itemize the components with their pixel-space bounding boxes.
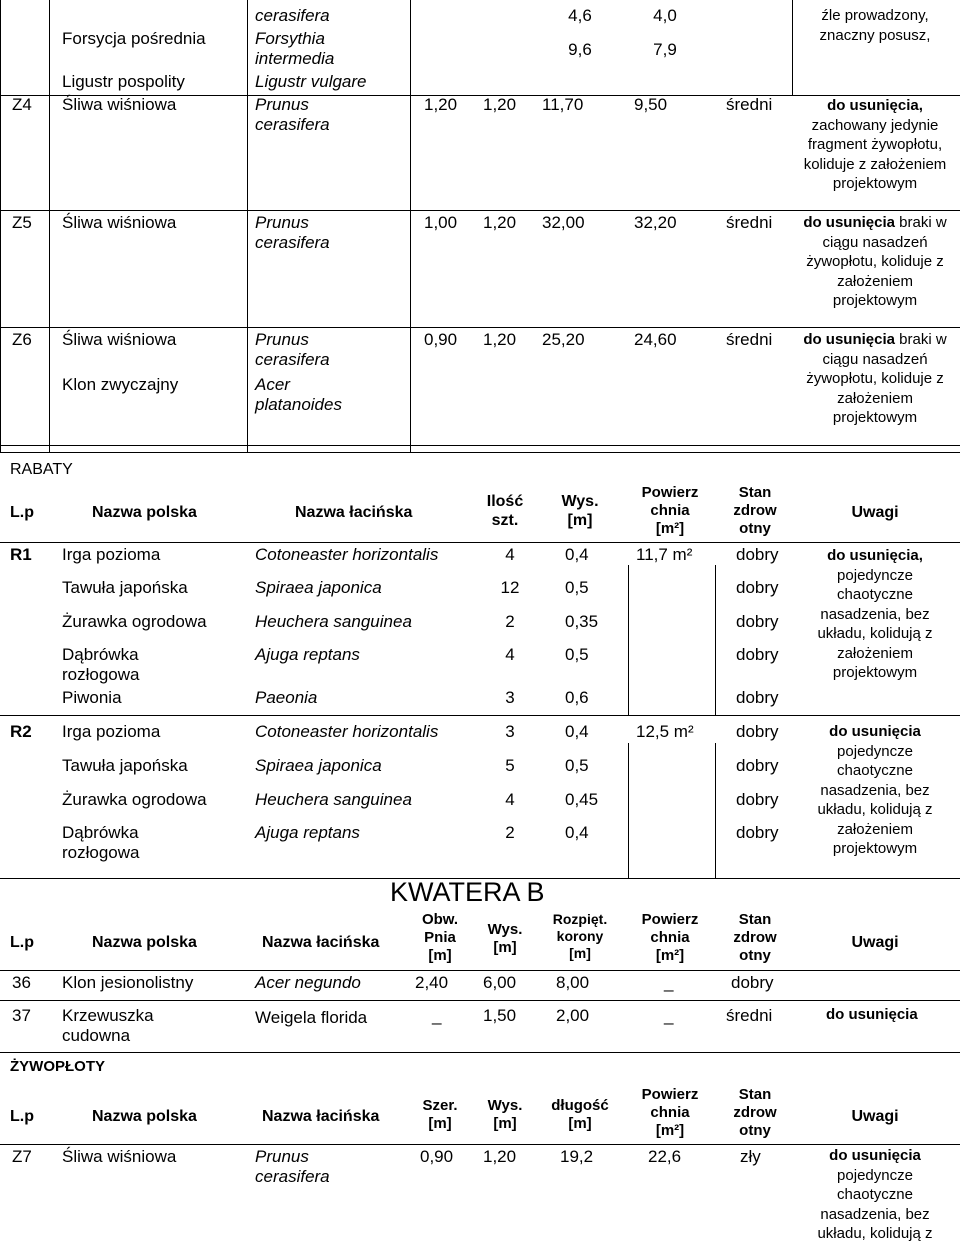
section-title: KWATERA B — [390, 877, 545, 907]
height: 0,4 — [565, 545, 589, 564]
row-id: Z5 — [12, 213, 32, 232]
section-title: RABATY — [10, 461, 73, 478]
area: 12,5 m² — [636, 722, 694, 741]
note-cell: do usunięcia braki w ciągu nasadzeń żywopłotu, koliduje z założeniem projektowym — [803, 331, 947, 426]
height: 0,45 — [565, 790, 599, 809]
table-border — [715, 743, 716, 878]
header-quantity: Ilość szt. — [486, 493, 524, 530]
row-id: 36 — [12, 973, 31, 992]
header-crown-spread: Rozpięt. korony [m] — [552, 911, 608, 961]
state-value: dobry — [736, 645, 779, 664]
quantity: 5 — [505, 756, 515, 775]
polish-name: Śliwa wiśniowa — [62, 95, 177, 114]
table-border — [49, 0, 50, 452]
polish-name: Forsycja pośrednia — [62, 29, 206, 48]
height: 0,4 — [565, 722, 589, 741]
table-border — [0, 327, 960, 328]
latin-name: Prunus cerasifera — [255, 213, 330, 253]
table-border — [247, 0, 248, 452]
latin-name: Prunus cerasifera — [255, 1147, 330, 1187]
state-value: dobry — [736, 545, 779, 564]
cell-value: 1,20 — [483, 213, 517, 232]
table-border — [0, 1052, 960, 1053]
state-value: średni — [726, 330, 773, 349]
latin-name: Heuchera sanguinea — [255, 612, 412, 631]
length: 19,2 — [560, 1147, 594, 1166]
cell-value: 9,50 — [634, 95, 668, 114]
state-value: dobry — [736, 756, 779, 775]
header-area: Powierz chnia [m²] — [641, 911, 699, 964]
cell-value: 32,20 — [634, 213, 677, 232]
state-value: dobry — [736, 790, 779, 809]
cell-value: 1,20 — [483, 95, 517, 114]
state-value: dobry — [736, 722, 779, 741]
height: 0,6 — [565, 688, 589, 707]
table-border — [792, 0, 793, 95]
polish-name: Klon jesionolistny — [62, 973, 194, 992]
header-height: Wys. [m] — [487, 921, 523, 956]
height: 0,4 — [565, 823, 589, 842]
latin-name: Forsythia intermedia — [255, 29, 335, 69]
note-cell: do usunięcia pojedyncze chaotyczne nasadzenia, bez układu, kolidują z — [817, 1147, 933, 1242]
polish-name: Irga pozioma — [62, 545, 161, 564]
polish-name: Tawuła japońska — [62, 578, 188, 597]
state-value: średni — [726, 1006, 773, 1025]
latin-name: Paeonia — [255, 688, 318, 707]
header-latin-name: Nazwa łacińska — [295, 504, 413, 521]
polish-name: Krzewuszka cudowna — [62, 1006, 154, 1046]
latin-name: Ajuga reptans — [255, 645, 360, 664]
polish-name: Żurawka ogrodowa — [62, 612, 207, 631]
latin-name: Ligustr vulgare — [255, 72, 367, 91]
note-cell: do usunięcia braki w ciągu nasadzeń żywopłotu, koliduje z założeniem projektowym — [803, 214, 947, 309]
row-id: Z4 — [12, 95, 32, 114]
cell-value: 32,00 — [542, 213, 585, 232]
cell-value: 24,60 — [634, 330, 677, 349]
latin-name: Ajuga reptans — [255, 823, 360, 842]
header-height: Wys. [m] — [487, 1097, 523, 1132]
row-id: R1 — [10, 545, 32, 564]
trunk-circumference: 2,40 — [415, 973, 449, 992]
section-title: ŻYWOPŁOTY — [10, 1058, 105, 1075]
table-border — [0, 452, 960, 453]
cell-value: 9,6 — [568, 40, 592, 59]
cell-value: 0,90 — [424, 330, 458, 349]
table-border — [0, 0, 1, 452]
polish-name: Klon zwyczajny — [62, 375, 179, 394]
cell-value: 11,70 — [542, 95, 584, 114]
cell-value: 7,9 — [653, 40, 677, 59]
header-lp: L.p — [10, 1108, 34, 1125]
table-border — [410, 0, 411, 452]
latin-name: Prunus cerasifera — [255, 330, 330, 370]
header-notes: Uwagi — [851, 504, 899, 521]
header-latin-name: Nazwa łacińska — [262, 934, 380, 951]
height: 0,35 — [565, 612, 599, 631]
header-lp: L.p — [10, 504, 34, 521]
polish-name: Śliwa wiśniowa — [62, 213, 177, 232]
table-border — [0, 1144, 960, 1145]
header-lp: L.p — [10, 934, 34, 951]
table-border — [715, 565, 716, 715]
polish-name: Irga pozioma — [62, 722, 161, 741]
latin-name: Acer negundo — [255, 973, 361, 992]
table-border — [0, 970, 960, 971]
quantity: 3 — [505, 722, 515, 741]
header-notes: Uwagi — [851, 1108, 899, 1125]
header-height: Wys. [m] — [561, 493, 599, 530]
latin-name: Spiraea japonica — [255, 756, 382, 775]
state-value: dobry — [736, 688, 779, 707]
table-border — [0, 210, 960, 211]
polish-name: Śliwa wiśniowa — [62, 330, 177, 349]
latin-name: Weigela florida — [255, 1008, 368, 1027]
crown-spread: 2,00 — [556, 1006, 590, 1025]
header-length: długość [m] — [551, 1097, 609, 1132]
header-area: Powierz chnia [m²] — [641, 484, 699, 537]
row-id: 37 — [12, 1006, 31, 1025]
latin-name: Cotoneaster horizontalis — [255, 722, 439, 741]
table-border — [0, 542, 960, 543]
note-cell: do usunięcia, zachowany jedynie fragment żywopłotu, koliduje z założeniem projektowym — [803, 97, 947, 192]
quantity: 3 — [505, 688, 515, 707]
cell-value: 1,20 — [483, 330, 517, 349]
header-health: Stan zdrow otny — [733, 911, 777, 964]
table-border — [628, 565, 629, 715]
header-notes: Uwagi — [851, 934, 899, 951]
header-health: Stan zdrow otny — [733, 1086, 777, 1139]
header-width: Szer. [m] — [422, 1097, 458, 1132]
width: 0,90 — [420, 1147, 454, 1166]
latin-name: Spiraea japonica — [255, 578, 382, 597]
area: _ — [664, 1006, 674, 1025]
polish-name: Tawuła japońska — [62, 756, 188, 775]
quantity: 2 — [505, 612, 515, 631]
state-value: średni — [726, 95, 773, 114]
note-cell: do usunięcia — [826, 1006, 918, 1023]
latin-name: Acer platanoides — [255, 375, 342, 415]
quantity: 4 — [505, 790, 515, 809]
state-value: średni — [726, 213, 773, 232]
header-polish-name: Nazwa polska — [92, 504, 197, 521]
header-latin-name: Nazwa łacińska — [262, 1108, 380, 1125]
crown-spread: 8,00 — [556, 973, 590, 992]
height: 1,20 — [483, 1147, 517, 1166]
cell-value: 1,20 — [424, 95, 458, 114]
table-border — [0, 445, 960, 446]
quantity: 2 — [505, 823, 515, 842]
area: 22,6 — [648, 1147, 682, 1166]
state-value: zły — [740, 1147, 761, 1166]
table-border — [0, 715, 960, 716]
area: 11,7 m² — [636, 545, 693, 564]
cell-value: 4,0 — [653, 6, 677, 25]
height: 1,50 — [483, 1006, 517, 1025]
row-id: R2 — [10, 722, 32, 741]
latin-name: cerasifera — [255, 6, 330, 25]
latin-name: Cotoneaster horizontalis — [255, 545, 439, 564]
note-cell: do usunięcia pojedyncze chaotyczne nasadzenia, bez układu, kolidują z założeniem projektowym — [817, 723, 933, 857]
header-polish-name: Nazwa polska — [92, 934, 197, 951]
row-id: Z6 — [12, 330, 32, 349]
cell-value: 1,00 — [424, 213, 458, 232]
table-border — [628, 743, 629, 878]
quantity: 4 — [505, 645, 515, 664]
area: _ — [664, 973, 674, 992]
polish-name: Dąbrówka rozłogowa — [62, 645, 140, 685]
latin-name: Prunus cerasifera — [255, 95, 330, 135]
quantity: 4 — [505, 545, 515, 564]
row-id: Z7 — [12, 1147, 32, 1166]
note-cell: źle prowadzony, znaczny posusz, — [819, 7, 931, 44]
state-value: dobry — [736, 823, 779, 842]
header-trunk-circumference: Obw. Pnia [m] — [421, 911, 459, 964]
header-polish-name: Nazwa polska — [92, 1108, 197, 1125]
quantity: 12 — [500, 578, 520, 597]
trunk-circumference: _ — [432, 1006, 442, 1025]
height: 0,5 — [565, 645, 589, 664]
polish-name: Dąbrówka rozłogowa — [62, 823, 140, 863]
height: 6,00 — [483, 973, 517, 992]
header-health: Stan zdrow otny — [733, 484, 777, 537]
state-value: dobry — [736, 578, 779, 597]
latin-name: Heuchera sanguinea — [255, 790, 412, 809]
cell-value: 25,20 — [542, 330, 585, 349]
state-value: dobry — [736, 612, 779, 631]
height: 0,5 — [565, 756, 589, 775]
polish-name: Ligustr pospolity — [62, 72, 185, 91]
note-cell: do usunięcia, pojedyncze chaotyczne nasadzenia, bez układu, kolidują z założeniem projektowym — [817, 547, 933, 681]
height: 0,5 — [565, 578, 589, 597]
polish-name: Żurawka ogrodowa — [62, 790, 207, 809]
header-area: Powierz chnia [m²] — [641, 1086, 699, 1139]
polish-name: Śliwa wiśniowa — [62, 1147, 177, 1166]
table-border — [0, 1000, 960, 1001]
cell-value: 4,6 — [568, 6, 592, 25]
polish-name: Piwonia — [62, 688, 122, 707]
state-value: dobry — [731, 973, 774, 992]
